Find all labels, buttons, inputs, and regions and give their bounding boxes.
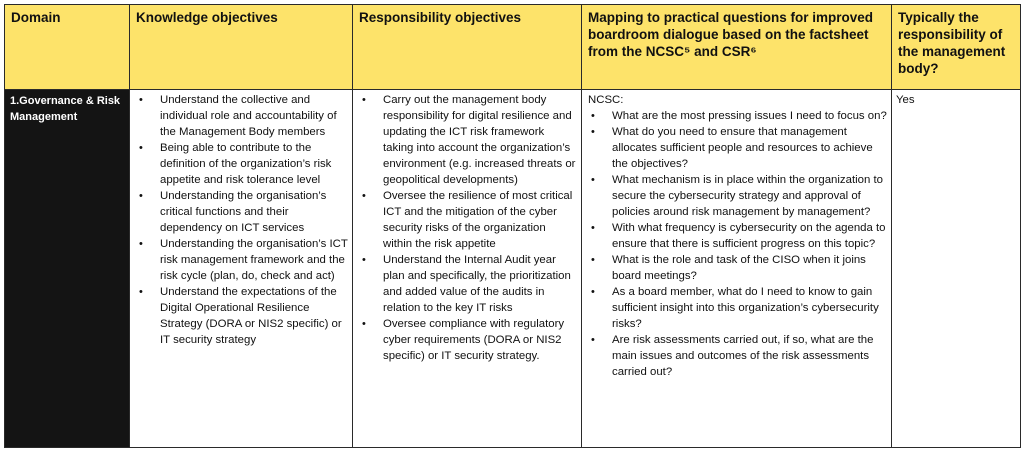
list-item: • Being able to contribute to the definition of the organization’s risk appetite and risk tolerance level — [134, 140, 348, 188]
objectives-table — [4, 4, 1021, 448]
knowledge-cell — [130, 90, 353, 448]
header-responsibility-objectives: Responsibility objectives — [353, 5, 582, 90]
header-typically-responsibility: Typically the responsibility of the management body? — [892, 5, 1021, 90]
list-item: • As a board member, what do I need to know to gain sufficient insight into this organization’s cybersecurity risks? — [586, 284, 887, 332]
domain-cell: 1.Governance & Risk Management — [5, 90, 130, 448]
responsibility-list — [357, 92, 577, 364]
list-item: • Understand the expectations of the Digital Operational Resilience Strategy (DORA or NIS2 specific) or IT security strategy — [134, 284, 348, 348]
list-item: • Oversee compliance with regulatory cyber requirements (DORA or NIS2 specific) or IT security strategy. — [357, 316, 577, 364]
header-row — [5, 5, 1021, 90]
typically-cell: Yes — [892, 90, 1021, 448]
list-item: • Oversee the resilience of most critical ICT and the mitigation of the cyber security risks of the organization within the risk appetite — [357, 188, 577, 252]
header-domain: Domain — [5, 5, 130, 90]
header-knowledge-objectives: Knowledge objectives — [130, 5, 353, 90]
list-item: • What is the role and task of the CISO when it joins board meetings? — [586, 252, 887, 284]
list-item: • Understand the collective and individual role and accountability of the Management Body members — [134, 92, 348, 140]
list-item: • Are risk assessments carried out, if so, what are the main issues and outcomes of the risk assessments carried out? — [586, 332, 887, 380]
ncsc-label: NCSC: — [588, 94, 624, 106]
list-item: • With what frequency is cybersecurity on the agenda to ensure that there is sufficient progress on this topic? — [586, 220, 887, 252]
list-item: • What do you need to ensure that management allocates sufficient people and resources to achieve the objectives? — [586, 124, 887, 172]
mapping-list — [586, 108, 887, 380]
mapping-cell — [582, 90, 892, 448]
list-item: • Understand the Internal Audit year plan and specifically, the prioritization and added value of the audits in relation to the key IT risks — [357, 252, 577, 316]
header-mapping-questions: Mapping to practical questions for improved boardroom dialogue based on the factsheet from the NCSC⁵ and CSR⁶ — [582, 5, 892, 90]
list-item: • What are the most pressing issues I need to focus on? — [586, 108, 887, 124]
responsibility-cell — [353, 90, 582, 448]
list-item: • Understanding the organisation’s critical functions and their dependency on ICT services — [134, 188, 348, 236]
table-row — [5, 90, 1021, 448]
list-item: • What mechanism is in place within the organization to secure the cybersecurity strategy and approval of policies around risk management by management? — [586, 172, 887, 220]
list-item: • Carry out the management body responsibility for digital resilience and updating the ICT risk framework taking into account the organization’s environment (e.g. increased threats or geopolitical developments) — [357, 92, 577, 188]
knowledge-list — [134, 92, 348, 348]
list-item: • Understanding the organisation’s ICT risk management framework and the risk cycle (plan, do, check and act) — [134, 236, 348, 284]
